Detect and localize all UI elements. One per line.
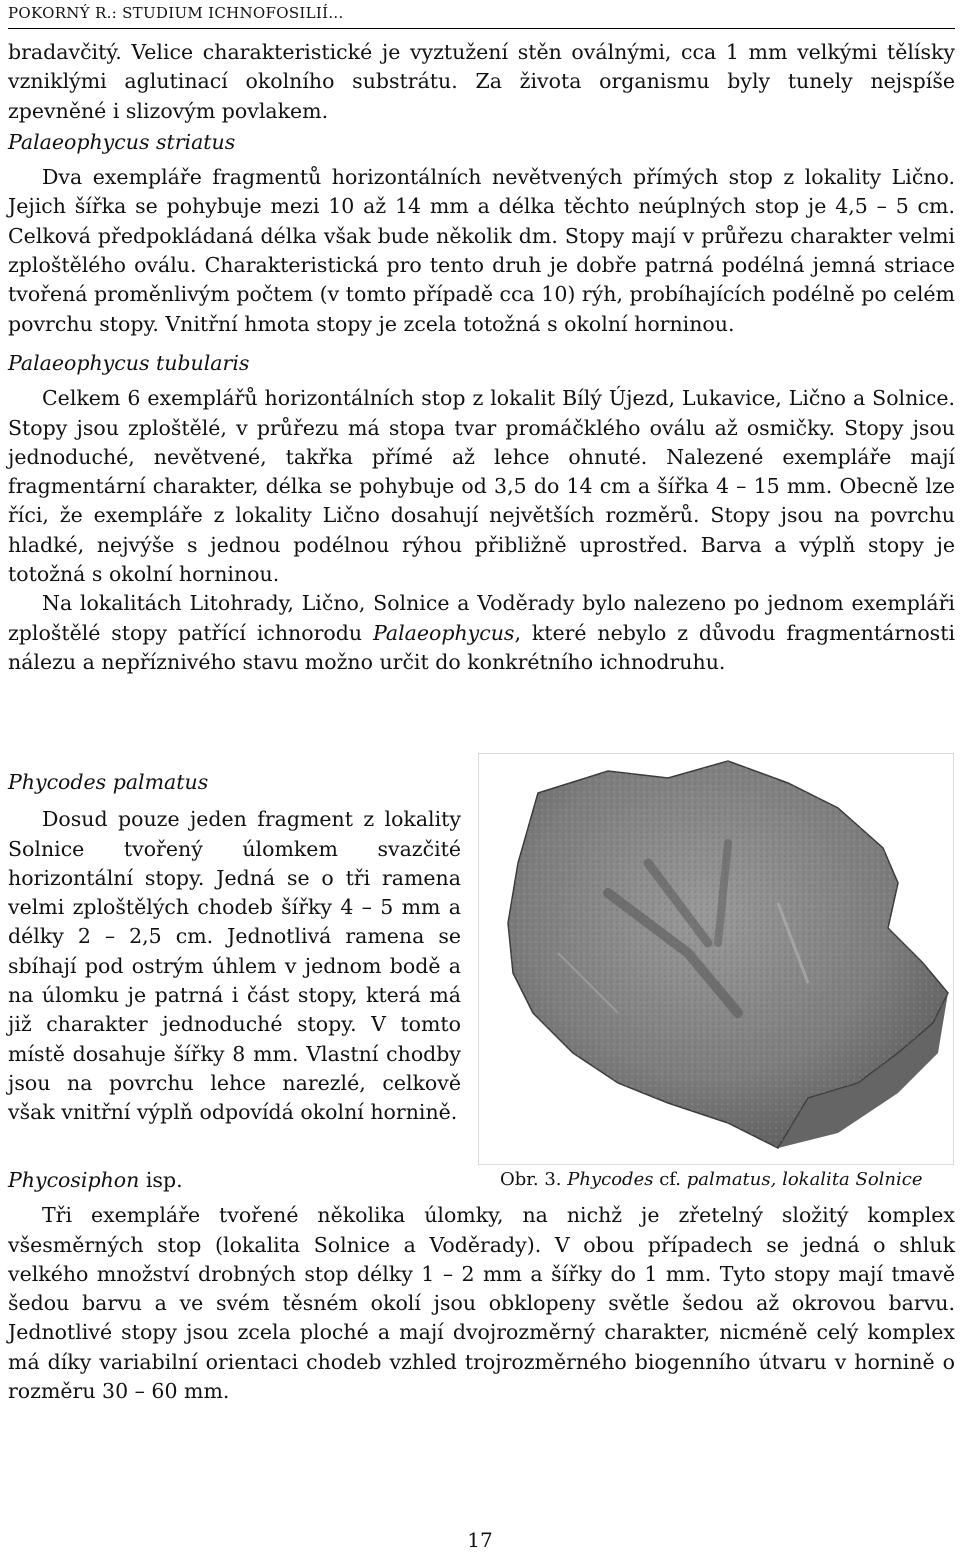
running-header: POKORNÝ R.: STUDIUM ICHNOFOSILIÍ... <box>8 4 344 22</box>
lokality-text-after: , které nebylo z důvodu fragmentárnosti nálezu a nepříznivého stavu možno určit do konkrétního ichnodruhu. <box>8 620 956 674</box>
heading-palaeophycus-tubularis: Palaeophycus tubularis <box>8 350 250 375</box>
caption-genus: Phycodes <box>567 1169 654 1190</box>
lokality-genus: Palaeophycus <box>372 620 515 645</box>
heading-palaeophycus-striatus: Palaeophycus striatus <box>8 129 236 154</box>
caption-cf: cf. <box>653 1169 687 1190</box>
phycosiphon-suffix: isp. <box>139 1168 183 1192</box>
page-number: 17 <box>467 1528 493 1552</box>
main-text-upper <box>8 38 955 677</box>
paragraph-phycodes: Dosud pouze jeden fragment z lokality Solnice tvořený úlomkem svazčité horizontální stopy. Jedná se o tři ramena velmi zploštělých chodeb šířky 4 – 5 mm a délky 2 – 2,5 cm. Jednotlivá ramena se sbíhají pod ostrým úhlem v jednom bodě a na úlomku je patrná i část stopy, která má již charakter jednoduché stopy. V tomto místě dosahuje šířky 8 mm. Vlastní chodby jsou na povrchu lehce narezlé, celkově však vnitřní výplň odpovídá okolní hornině. <box>8 807 461 1125</box>
paragraph-lokality <box>8 589 955 677</box>
paragraph-striatus: Dva exempláře fragmentů horizontálních nevětvených přímých stop z lokality Lično. Jejich šířka se pohybuje mezi 10 až 14 mm a délka těchto neúplných stop je 4,5 – 5 cm. Celková předpokládaná délka však bude několik dm. Stopy mají v průřezu charakter velmi zploštělého oválu. Charakteristická pro tento druh je dobře patrná podélná jemná striace tvořená proměnlivým počtem (v tomto případě cca 10) rýh, probíhajících podélně po celém povrchu stopy. Vnitřní hmota stopy je zcela totožná s okolní horninou. <box>8 165 955 336</box>
figure-rock-specimen <box>478 753 954 1165</box>
paragraph-phycosiphon: Tři exempláře tvořené několika úlomky, na nichž je zřetelný složitý komplex všesměrných stop (lokalita Solnice a Voděrady). V obou případech se jedná o shluk velkého množství drobných stop délky 1 – 2 mm a šířky do 1 mm. Tyto stopy mají tmavě šedou barvu a ve svém těsném okolí jsou obklopeny světle šedou až okrovou barvu. Jednotlivé stopy jsou zcela ploché a mají dvojrozměrný charakter, nicméně celý komplex má díky variabilní orientaci chodeb vzhled trojrozměrného biogenního útvaru v hornině o rozměru 30 – 60 mm. <box>8 1203 955 1404</box>
caption-rest: palmatus, lokalita Solnice <box>686 1169 923 1190</box>
header-rule <box>8 28 955 29</box>
heading-phycodes-palmatus: Phycodes palmatus <box>8 770 209 794</box>
paragraph-tubularis: Celkem 6 exemplářů horizontálních stop z lokalit Bílý Újezd, Lukavice, Lično a Solnice. Stopy jsou zploštělé, v průřezu má stopa tvar promáčklého oválu až osmičky. Stopy jsou jednoduché, nevětvené, takřka přímé až lehce ohnuté. Nalezené exempláře mají fragmentární charakter, délka se pohybuje od 3,5 do 14 cm a šířka 4 – 15 mm. Obecně lze říci, že exempláře z lokality Lično dosahují největších rozměrů. Stopy jsou na povrchu hladké, nejvýše s jednou podélnou rýhou přibližně uprostřed. Barva a výplň stopy je totožná s okolní horninou. <box>8 386 955 587</box>
heading-phycosiphon <box>8 1166 955 1195</box>
intro-paragraph: bradavčitý. Velice charakteristické je vyztužení stěn oválnými, cca 1 mm velkými tělísky vzniklými aglutinací okolního substrátu. Za života organismu byly tunely nejspíše zpevněné i slizovým povlakem. <box>8 40 955 123</box>
lokality-text-before: Na lokalitách Litohrady, Lično, Solnice a Voděrady bylo nalezeno po jednom exempláři zploštělé stopy patřící ichnorodu <box>8 591 955 645</box>
main-text-lower <box>8 1166 955 1406</box>
phycodes-column <box>8 768 461 1128</box>
caption-prefix: Obr. 3. <box>500 1169 562 1190</box>
rock-photo <box>478 753 954 1165</box>
phycosiphon-genus: Phycosiphon <box>8 1168 140 1192</box>
